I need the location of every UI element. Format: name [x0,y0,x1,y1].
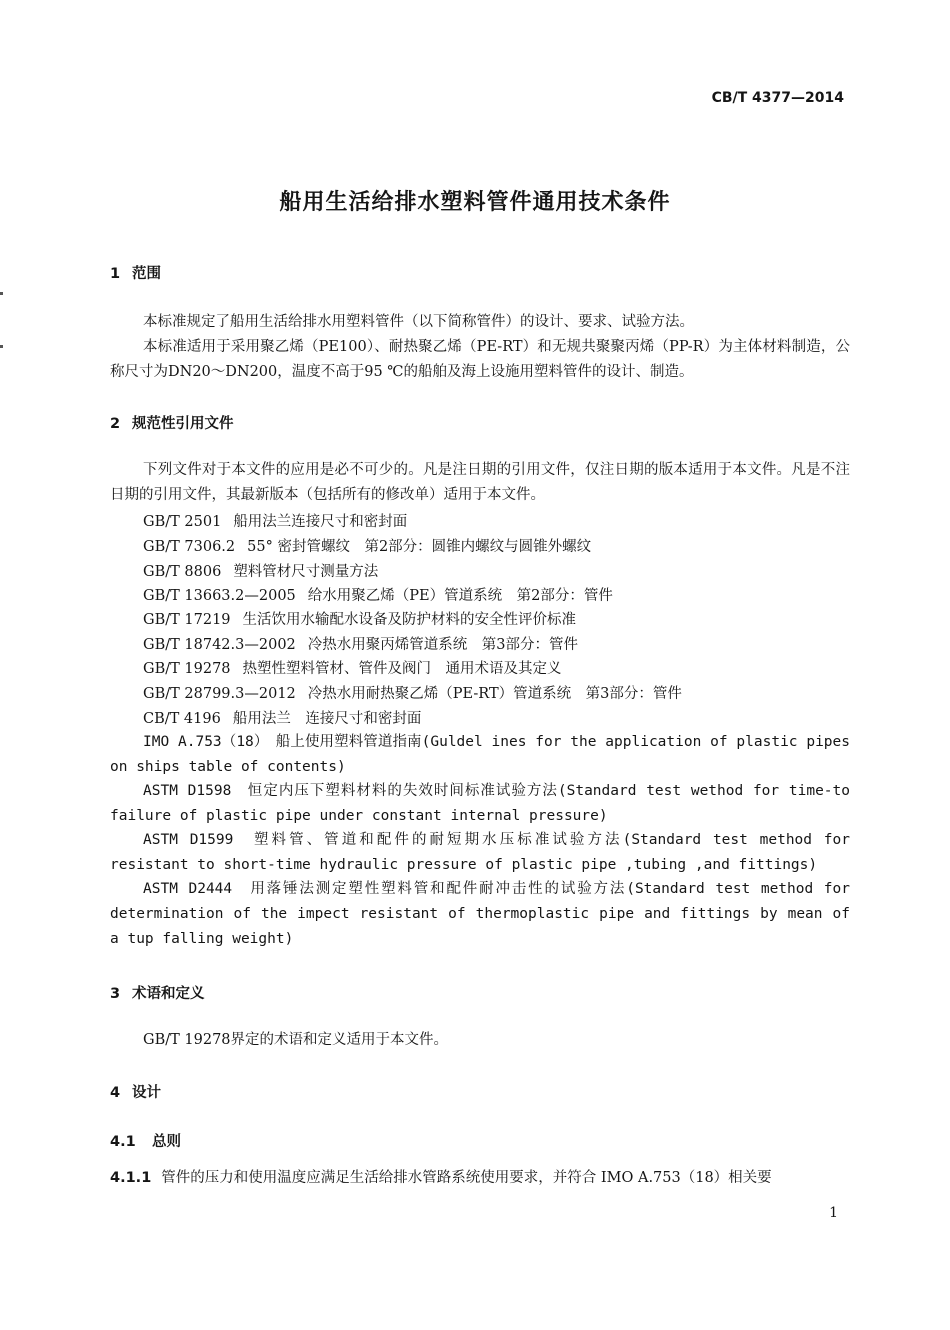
reference-code: GB/T 18742.3—2002 [143,637,296,653]
section-title: 设计 [132,1085,161,1101]
reference-title: 给水用聚乙烯（PE）管道系统 第2部分：管件 [307,588,613,604]
reference-title: 55° 密封管螺纹 第2部分：圆锥内螺纹与圆锥外螺纹 [247,539,592,555]
subsection-title: 总则 [152,1134,181,1150]
reference-code: CB/T 4196 [143,711,221,727]
reference-item [143,608,576,629]
subsection-4-1-heading [110,1130,181,1151]
reference-code: GB/T 19278 [143,661,231,677]
reference-item [143,584,613,605]
section-number: 4 [110,1085,121,1101]
reference-title: 冷热水用耐热聚乙烯（PE-RT）管道系统 第3部分：管件 [307,686,682,702]
subsection-number: 4.1 [110,1134,136,1150]
reference-item-long: ASTM D1598 恒定内压下塑料材料的失效时间标准试验方法(Standard test wethod for time-to failure of plastic pipe under constant internal pressure) [110,783,850,824]
reference-item [143,560,378,581]
section-number: 2 [110,416,121,432]
reference-item [143,535,591,556]
clause-number: 4.1.1 [110,1170,152,1186]
reference-code: GB/T 7306.2 [143,539,236,555]
reference-item [143,682,682,703]
section-number: 1 [110,266,121,282]
scan-mark [0,292,3,295]
reference-item [143,510,407,531]
reference-item-long: IMO A.753（18） 船上使用塑料管道指南(Guldel ines for the application of plastic pipes on ships table of contents) [110,734,850,775]
reference-item [143,707,421,728]
section-1-heading [110,262,161,283]
section-number: 3 [110,986,121,1002]
reference-title: 生活饮用水输配水设备及防护材料的安全性评价标准 [242,612,577,628]
section-title: 规范性引用文件 [132,416,234,432]
reference-title: 船用法兰 连接尺寸和密封面 [232,711,422,727]
section-title: 范围 [132,266,161,282]
scan-mark [0,345,3,348]
reference-code: GB/T 2501 [143,514,222,530]
reference-title: 冷热水用聚丙烯管道系统 第3部分：管件 [307,637,579,653]
reference-title: 塑料管材尺寸测量方法 [233,564,379,580]
reference-title: 船用法兰连接尺寸和密封面 [233,514,408,530]
page-title: 船用生活给排水塑料管件通用技术条件 [279,190,671,215]
reference-item [143,633,578,654]
clause-text: 管件的压力和使用温度应满足生活给排水管路系统使用要求，并符合 IMO A.753（18）相关要 [161,1170,772,1186]
section-3-heading [110,982,205,1003]
page-number: 1 [829,1205,838,1221]
section-1-para-1: 本标准规定了船用生活给排水用塑料管件（以下简称管件）的设计、要求、试验方法。 [143,314,694,330]
clause-4-1-1 [110,1166,772,1187]
reference-code: GB/T 8806 [143,564,222,580]
section-2-heading [110,412,234,433]
reference-code: GB/T 13663.2—2005 [143,588,296,604]
reference-code: GB/T 28799.3—2012 [143,686,296,702]
section-3-para-1: GB/T 19278界定的术语和定义适用于本文件。 [143,1032,449,1048]
reference-item [143,657,562,678]
section-4-heading [110,1081,161,1102]
section-1-para-2: 本标准适用于采用聚乙烯（PE100）、耐热聚乙烯（PE-RT）和无规共聚聚丙烯（PP-R）为主体材料制造，公称尺寸为DN20～DN200，温度不高于95 ℃的船舶及海上设施用塑料管件的设计、制造。 [110,339,850,380]
reference-code: GB/T 17219 [143,612,231,628]
reference-item-long: ASTM D1599 塑料管、管道和配件的耐短期水压标准试验方法(Standard test method for resistant to short-time hydraulic pressure of plastic pipe ,tubing ,and fittings) [110,832,850,873]
reference-item-long: ASTM D2444 用落锤法测定塑性塑料管和配件耐冲击性的试验方法(Standard test method for determination of the impect resistant of thermoplastic pipe and fittings by mean of a tup falling weight) [110,881,850,947]
section-2-intro: 下列文件对于本文件的应用是必不可少的。凡是注日期的引用文件，仅注日期的版本适用于本文件。凡是不注日期的引用文件，其最新版本（包括所有的修改单）适用于本文件。 [110,462,850,503]
standard-code: CB/T 4377—2014 [711,90,844,106]
section-title: 术语和定义 [132,986,205,1002]
reference-title: 热塑性塑料管材、管件及阀门 通用术语及其定义 [242,661,562,677]
